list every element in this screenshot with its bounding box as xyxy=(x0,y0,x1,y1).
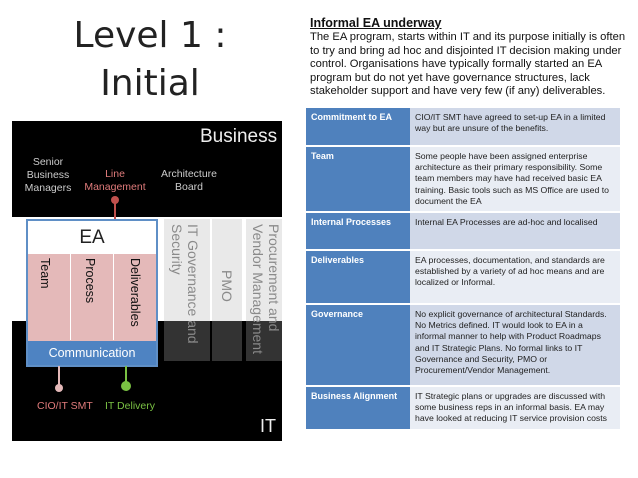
it-label: IT xyxy=(260,416,276,436)
ea-deliverables-label: Deliverables xyxy=(128,258,142,327)
row-key: Governance xyxy=(306,304,410,386)
communication-bar: Communication xyxy=(28,341,156,365)
row-value: Internal EA Processes are ad-hoc and localised xyxy=(410,212,620,250)
row-value: EA processes, documentation, and standards are established by a variety of ad hoc means and are localized or Informal. xyxy=(410,250,620,304)
architecture-board-label xyxy=(156,168,222,194)
table-row xyxy=(306,146,620,212)
slide-title-line2: Initial xyxy=(100,63,200,104)
senior-line3: Managers xyxy=(24,182,72,194)
line-mgmt-line1: Line xyxy=(105,168,125,180)
table-row xyxy=(306,250,620,304)
table-row xyxy=(306,212,620,250)
it-delivery-dot xyxy=(121,381,131,391)
row-key: Internal Processes xyxy=(306,212,410,250)
senior-line2: Business xyxy=(26,169,70,181)
row-value: No explicit governance of architectural Standards. No Metrics defined. IT would look to EA in a informal manner to help with Product Roadmaps and IT Strategic Plans. No formal links to IT Governance and Security, PMO or Procurement/Vendor Management. xyxy=(410,304,620,386)
it-governance-label: IT Governance and Security xyxy=(169,224,201,344)
row-value: IT Strategic plans or upgrades are discussed with some business reps in an informal basis. EA may have looked at reducing IT service provision costs xyxy=(410,386,620,430)
table-row xyxy=(306,304,620,386)
line-mgmt-line2: Management xyxy=(84,181,146,193)
row-value: CIO/IT SMT have agreed to set-up EA in a limited way but are unsure of the benefits. xyxy=(410,108,620,146)
arch-board-line2: Board xyxy=(174,181,204,193)
ea-team-label: Team xyxy=(38,258,52,289)
ea-divider-1 xyxy=(70,254,71,340)
ea-title: EA xyxy=(28,221,156,254)
senior-line1: Senior xyxy=(32,156,64,168)
slide-title-line1: Level 1 : xyxy=(73,15,227,56)
cio-dot xyxy=(55,384,63,392)
business-label: Business xyxy=(200,126,278,147)
cio-smt-label: CIO/IT SMT xyxy=(37,400,93,412)
row-value: Some people have been assigned enterprise architecture as their primary responsibility. Some team members may have had received basic EA training. Basic tools such as MS Office are used to document the EA xyxy=(410,146,620,212)
arch-board-line1: Architecture xyxy=(160,168,218,180)
ea-process-label: Process xyxy=(83,258,97,304)
intro-heading: Informal EA underway xyxy=(310,16,442,30)
line-management-dot xyxy=(111,196,119,204)
slide-title xyxy=(60,12,240,108)
row-key: Business Alignment xyxy=(306,386,410,430)
maturity-table xyxy=(306,108,620,431)
senior-business-managers-label xyxy=(18,156,78,195)
it-delivery-label: IT Delivery xyxy=(105,400,155,412)
table-row xyxy=(306,386,620,430)
intro-paragraph: The EA program, starts within IT and its purpose initially is often to try and bring ad hoc and disjointed IT decision making under control. Organisations have typically formally started an EA program but do not yet have governance structures, lack stakeholder support and have very few (if any) deliverables. xyxy=(310,31,626,98)
ea-divider-2 xyxy=(113,254,114,340)
row-key: Commitment to EA xyxy=(306,108,410,146)
row-key: Team xyxy=(306,146,410,212)
table-row xyxy=(306,108,620,146)
row-key: Deliverables xyxy=(306,250,410,304)
procurement-label: Procurement and Vendor Management xyxy=(250,224,282,354)
pmo-label: PMO xyxy=(219,270,235,302)
line-management-label xyxy=(82,168,148,194)
